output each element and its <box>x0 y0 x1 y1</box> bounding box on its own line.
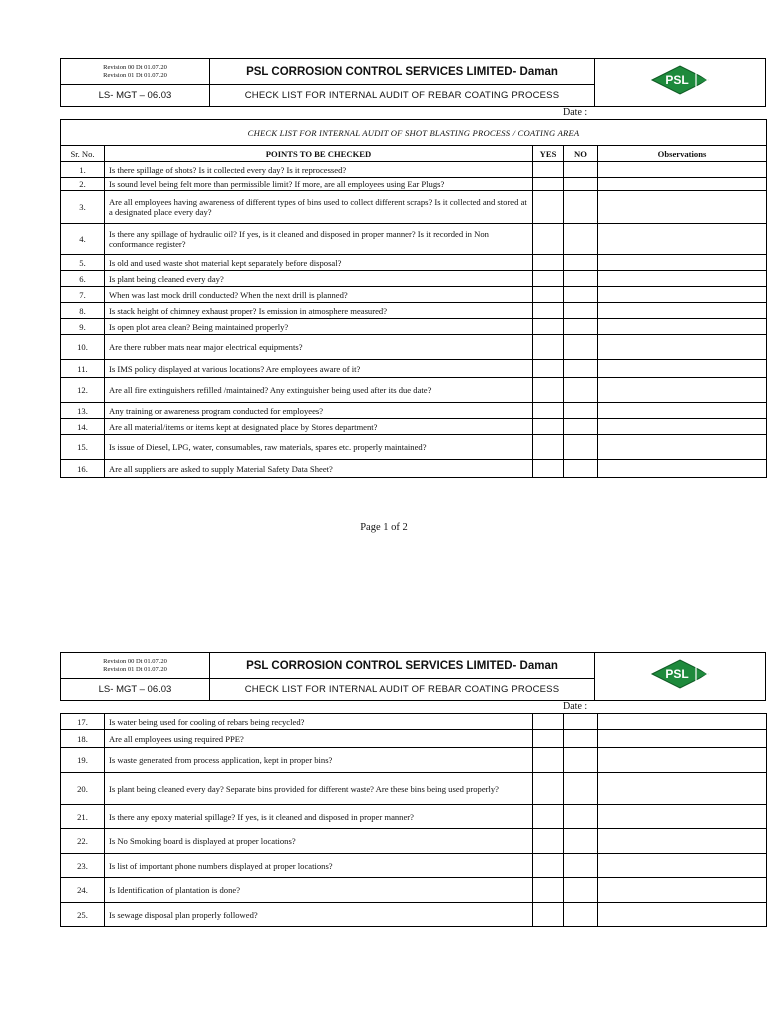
revision-line-2: Revision 01 Dt 01.07.20 <box>103 71 167 79</box>
table-row <box>61 714 767 730</box>
no-cell[interactable] <box>564 178 598 191</box>
table-row <box>61 287 767 303</box>
no-cell[interactable] <box>564 714 598 730</box>
yes-cell[interactable] <box>533 162 564 178</box>
observation-cell[interactable] <box>598 303 767 319</box>
observation-cell[interactable] <box>598 435 767 460</box>
sr-no: 21. <box>61 805 105 829</box>
psl-logo-icon <box>648 657 712 691</box>
table-row <box>61 435 767 460</box>
sr-no: 11. <box>61 360 105 378</box>
no-cell[interactable] <box>564 805 598 829</box>
observation-cell[interactable] <box>598 255 767 271</box>
yes-cell[interactable] <box>533 287 564 303</box>
document-subtitle: CHECK LIST FOR INTERNAL AUDIT OF REBAR COATING PROCESS <box>210 679 595 701</box>
logo-cell <box>595 59 766 107</box>
yes-cell[interactable] <box>533 460 564 478</box>
col-header-no: NO <box>564 146 598 162</box>
checklist-question: Are all employees having awareness of different types of bins used to collect different scraps? Is it collected and stored at a designated place every day? <box>105 191 533 224</box>
yes-cell[interactable] <box>533 303 564 319</box>
checklist-question: Are there rubber mats near major electrical equipments? <box>105 335 533 360</box>
table-row <box>61 319 767 335</box>
col-header-observations: Observations <box>598 146 767 162</box>
checklist-question: Is plant being cleaned every day? <box>105 271 533 287</box>
observation-cell[interactable] <box>598 903 767 927</box>
no-cell[interactable] <box>564 419 598 435</box>
checklist-question: Is waste generated from process application, kept in proper bins? <box>105 748 533 773</box>
checklist-question: Any training or awareness program conducted for employees? <box>105 403 533 419</box>
no-cell[interactable] <box>564 335 598 360</box>
observation-cell[interactable] <box>598 829 767 854</box>
revision-line-1: Revision 00 Dt 01.07.20 <box>103 63 167 71</box>
sr-no: 10. <box>61 335 105 360</box>
table-row <box>61 829 767 854</box>
yes-cell[interactable] <box>533 805 564 829</box>
yes-cell[interactable] <box>533 435 564 460</box>
yes-cell[interactable] <box>533 773 564 805</box>
table-row <box>61 162 767 178</box>
sr-no: 5. <box>61 255 105 271</box>
checklist-question: Is sewage disposal plan properly followed? <box>105 903 533 927</box>
checklist-question: Are all employees using required PPE? <box>105 730 533 748</box>
observation-cell[interactable] <box>598 419 767 435</box>
table-row <box>61 460 767 478</box>
observation-cell[interactable] <box>598 191 767 224</box>
checklist-question: Is IMS policy displayed at various locations? Are employees aware of it? <box>105 360 533 378</box>
checklist-question: Is there any epoxy material spillage? If yes, is it cleaned and disposed in proper manner? <box>105 805 533 829</box>
no-cell[interactable] <box>564 435 598 460</box>
sr-no: 6. <box>61 271 105 287</box>
no-cell[interactable] <box>564 271 598 287</box>
revision-line-1: Revision 00 Dt 01.07.20 <box>103 657 167 665</box>
table-row <box>61 903 767 927</box>
yes-cell[interactable] <box>533 730 564 748</box>
col-header-points: POINTS TO BE CHECKED <box>105 146 533 162</box>
table-row <box>61 360 767 378</box>
no-cell[interactable] <box>564 460 598 478</box>
no-cell[interactable] <box>564 303 598 319</box>
sr-no: 9. <box>61 319 105 335</box>
table-row <box>61 403 767 419</box>
no-cell[interactable] <box>564 903 598 927</box>
sr-no: 12. <box>61 378 105 403</box>
page-number: Page 1 of 2 <box>360 522 408 533</box>
table-row <box>61 748 767 773</box>
sr-no: 22. <box>61 829 105 854</box>
table-row <box>61 335 767 360</box>
table-row <box>61 178 767 191</box>
revision-info <box>61 653 210 679</box>
yes-cell[interactable] <box>533 878 564 903</box>
col-header-sr: Sr. No. <box>61 146 105 162</box>
table-row <box>61 878 767 903</box>
sr-no: 3. <box>61 191 105 224</box>
no-cell[interactable] <box>564 773 598 805</box>
checklist-question: Is sound level being felt more than permissible limit? If more, are all employees using Ear Plugs? <box>105 178 533 191</box>
revision-line-2: Revision 01 Dt 01.07.20 <box>103 665 167 673</box>
yes-cell[interactable] <box>533 319 564 335</box>
sr-no: 16. <box>61 460 105 478</box>
page2-header <box>60 652 766 701</box>
yes-cell[interactable] <box>533 335 564 360</box>
sr-no: 17. <box>61 714 105 730</box>
no-cell[interactable] <box>564 829 598 854</box>
yes-cell[interactable] <box>533 714 564 730</box>
table-row <box>61 303 767 319</box>
checklist-question: Is list of important phone numbers displayed at proper locations? <box>105 854 533 878</box>
no-cell[interactable] <box>564 378 598 403</box>
sr-no: 2. <box>61 178 105 191</box>
no-cell[interactable] <box>564 191 598 224</box>
checklist-question: Is there any spillage of hydraulic oil? If yes, is it cleaned and disposed in proper manner? Is it recorded in Non conformance register? <box>105 224 533 255</box>
yes-cell[interactable] <box>533 255 564 271</box>
observation-cell[interactable] <box>598 854 767 878</box>
company-name: PSL CORROSION CONTROL SERVICES LIMITED- Daman <box>210 59 595 85</box>
observation-cell[interactable] <box>598 335 767 360</box>
table-row <box>61 419 767 435</box>
no-cell[interactable] <box>564 162 598 178</box>
checklist-question: Is stack height of chimney exhaust proper? Is emission in atmosphere measured? <box>105 303 533 319</box>
yes-cell[interactable] <box>533 224 564 255</box>
no-cell[interactable] <box>564 255 598 271</box>
yes-cell[interactable] <box>533 403 564 419</box>
no-cell[interactable] <box>564 224 598 255</box>
date-label: Date : <box>563 107 588 118</box>
table-row <box>61 255 767 271</box>
no-cell[interactable] <box>564 878 598 903</box>
revision-info <box>61 59 210 85</box>
page1-checklist-table <box>60 119 767 478</box>
document-subtitle: CHECK LIST FOR INTERNAL AUDIT OF REBAR COATING PROCESS <box>210 85 595 107</box>
observation-cell[interactable] <box>598 360 767 378</box>
table-row <box>61 191 767 224</box>
sr-no: 13. <box>61 403 105 419</box>
checklist-question: Is there spillage of shots? Is it collected every day? Is it reprocessed? <box>105 162 533 178</box>
observation-cell[interactable] <box>598 319 767 335</box>
observation-cell[interactable] <box>598 805 767 829</box>
observation-cell[interactable] <box>598 773 767 805</box>
checklist-question: Is issue of Diesel, LPG, water, consumables, raw materials, spares etc. properly maintained? <box>105 435 533 460</box>
checklist-question: Is open plot area clean? Being maintained properly? <box>105 319 533 335</box>
checklist-question: Is Identification of plantation is done? <box>105 878 533 903</box>
checklist-question: Is No Smoking board is displayed at proper locations? <box>105 829 533 854</box>
no-cell[interactable] <box>564 748 598 773</box>
observation-cell[interactable] <box>598 748 767 773</box>
observation-cell[interactable] <box>598 714 767 730</box>
yes-cell[interactable] <box>533 271 564 287</box>
no-cell[interactable] <box>564 319 598 335</box>
psl-logo-icon <box>648 63 712 97</box>
sr-no: 25. <box>61 903 105 927</box>
logo-text: PSL <box>665 73 689 87</box>
sr-no: 18. <box>61 730 105 748</box>
no-cell[interactable] <box>564 730 598 748</box>
table-row <box>61 271 767 287</box>
yes-cell[interactable] <box>533 191 564 224</box>
observation-cell[interactable] <box>598 224 767 255</box>
observation-cell[interactable] <box>598 403 767 419</box>
observation-cell[interactable] <box>598 378 767 403</box>
yes-cell[interactable] <box>533 360 564 378</box>
sr-no: 14. <box>61 419 105 435</box>
observation-cell[interactable] <box>598 460 767 478</box>
logo-cell <box>595 653 766 701</box>
yes-cell[interactable] <box>533 829 564 854</box>
observation-cell[interactable] <box>598 162 767 178</box>
sr-no: 15. <box>61 435 105 460</box>
table-row <box>61 773 767 805</box>
checklist-question: Is plant being cleaned every day? Separate bins provided for different waste? Are these bins being used properly? <box>105 773 533 805</box>
table-row <box>61 805 767 829</box>
sr-no: 24. <box>61 878 105 903</box>
checklist-question: Are all suppliers are asked to supply Material Safety Data Sheet? <box>105 460 533 478</box>
sr-no: 1. <box>61 162 105 178</box>
observation-cell[interactable] <box>598 730 767 748</box>
observation-cell[interactable] <box>598 178 767 191</box>
col-header-yes: YES <box>533 146 564 162</box>
observation-cell[interactable] <box>598 287 767 303</box>
checklist-question: Are all material/items or items kept at designated place by Stores department? <box>105 419 533 435</box>
yes-cell[interactable] <box>533 854 564 878</box>
no-cell[interactable] <box>564 403 598 419</box>
observation-cell[interactable] <box>598 271 767 287</box>
table-row <box>61 378 767 403</box>
checklist-question: Is water being used for cooling of rebars being recycled? <box>105 714 533 730</box>
page1-header <box>60 58 766 107</box>
sr-no: 23. <box>61 854 105 878</box>
table-row <box>61 854 767 878</box>
date-label: Date : <box>563 701 588 712</box>
yes-cell[interactable] <box>533 378 564 403</box>
logo-text: PSL <box>665 667 689 681</box>
table-row <box>61 730 767 748</box>
document-number: LS- MGT – 06.03 <box>61 679 210 701</box>
sr-no: 4. <box>61 224 105 255</box>
yes-cell[interactable] <box>533 748 564 773</box>
document-number: LS- MGT – 06.03 <box>61 85 210 107</box>
company-name: PSL CORROSION CONTROL SERVICES LIMITED- Daman <box>210 653 595 679</box>
checklist-question: When was last mock drill conducted? When the next drill is planned? <box>105 287 533 303</box>
table-row <box>61 224 767 255</box>
checklist-question: Is old and used waste shot material kept separately before disposal? <box>105 255 533 271</box>
yes-cell[interactable] <box>533 178 564 191</box>
no-cell[interactable] <box>564 287 598 303</box>
sr-no: 7. <box>61 287 105 303</box>
observation-cell[interactable] <box>598 878 767 903</box>
no-cell[interactable] <box>564 854 598 878</box>
sr-no: 19. <box>61 748 105 773</box>
page2-checklist-table <box>60 713 767 927</box>
yes-cell[interactable] <box>533 419 564 435</box>
sr-no: 20. <box>61 773 105 805</box>
no-cell[interactable] <box>564 360 598 378</box>
section-title: CHECK LIST FOR INTERNAL AUDIT OF SHOT BLASTING PROCESS / COATING AREA <box>61 120 767 146</box>
yes-cell[interactable] <box>533 903 564 927</box>
checklist-question: Are all fire extinguishers refilled /maintained? Any extinguisher being used after its due date? <box>105 378 533 403</box>
sr-no: 8. <box>61 303 105 319</box>
